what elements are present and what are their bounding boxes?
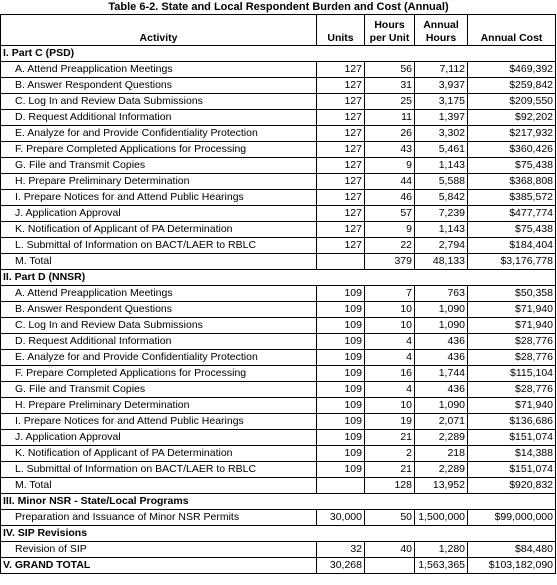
activity-cell: F. Prepare Completed Applications for Processing	[1, 366, 317, 382]
hours-per-unit-cell: 22	[365, 238, 415, 254]
annual-hours-cell: 5,842	[415, 190, 468, 206]
table-row	[1, 222, 556, 238]
annual-cost-cell: $151,074	[468, 430, 556, 446]
header-units: Units	[317, 15, 365, 46]
units-cell: 109	[317, 398, 365, 414]
annual-hours-cell: 2,289	[415, 462, 468, 478]
annual-cost-cell: $368,808	[468, 174, 556, 190]
table-row	[1, 318, 556, 334]
annual-cost-cell: $209,550	[468, 94, 556, 110]
annual-cost-cell: $469,392	[468, 62, 556, 78]
table-row	[1, 78, 556, 94]
table-body	[1, 46, 556, 574]
annual-hours-cell: 1,397	[415, 110, 468, 126]
units-cell: 109	[317, 430, 365, 446]
annual-cost-cell: $477,774	[468, 206, 556, 222]
table-row	[1, 462, 556, 478]
annual-cost-cell: $75,438	[468, 158, 556, 174]
hours-per-unit-cell: 31	[365, 78, 415, 94]
annual-cost-cell: $184,404	[468, 238, 556, 254]
section-header-row	[1, 526, 556, 542]
units-cell: 127	[317, 126, 365, 142]
activity-cell: G. File and Transmit Copies	[1, 382, 317, 398]
annual-cost-cell: $3,176,778	[468, 254, 556, 270]
table-row	[1, 446, 556, 462]
activity-cell: I. Prepare Notices for and Attend Public Hearings	[1, 190, 317, 206]
activity-cell: A. Attend Preapplication Meetings	[1, 286, 317, 302]
annual-cost-cell: $385,572	[468, 190, 556, 206]
units-cell: 109	[317, 382, 365, 398]
hours-per-unit-cell: 25	[365, 94, 415, 110]
units-cell: 30,268	[317, 558, 365, 574]
annual-hours-cell: 5,588	[415, 174, 468, 190]
annual-hours-cell: 5,461	[415, 142, 468, 158]
section-title: I. Part C (PSD)	[1, 46, 556, 62]
units-cell: 109	[317, 286, 365, 302]
annual-hours-cell: 218	[415, 446, 468, 462]
annual-hours-cell: 1,744	[415, 366, 468, 382]
units-cell: 32	[317, 542, 365, 558]
annual-cost-cell: $50,358	[468, 286, 556, 302]
annual-cost-cell: $360,426	[468, 142, 556, 158]
annual-hours-cell: 3,175	[415, 94, 468, 110]
annual-hours-cell: 436	[415, 382, 468, 398]
hours-per-unit-cell: 4	[365, 350, 415, 366]
annual-hours-cell: 3,937	[415, 78, 468, 94]
annual-hours-cell: 763	[415, 286, 468, 302]
annual-hours-cell: 1,090	[415, 302, 468, 318]
annual-hours-cell: 1,090	[415, 318, 468, 334]
annual-cost-cell: $151,074	[468, 462, 556, 478]
hours-per-unit-cell: 19	[365, 414, 415, 430]
units-cell: 127	[317, 94, 365, 110]
units-cell: 109	[317, 446, 365, 462]
activity-cell: Preparation and Issuance of Minor NSR Permits	[1, 510, 317, 526]
activity-cell: F. Prepare Completed Applications for Processing	[1, 142, 317, 158]
activity-cell: K. Notification of Applicant of PA Determination	[1, 446, 317, 462]
hours-per-unit-cell: 10	[365, 398, 415, 414]
section-header-row	[1, 46, 556, 62]
header-row	[1, 15, 556, 46]
units-cell	[317, 478, 365, 494]
hours-per-unit-cell: 379	[365, 254, 415, 270]
hours-per-unit-cell: 21	[365, 430, 415, 446]
annual-hours-cell: 436	[415, 350, 468, 366]
grand-total-label: V. GRAND TOTAL	[1, 558, 317, 574]
activity-cell: D. Request Additional Information	[1, 334, 317, 350]
units-cell: 30,000	[317, 510, 365, 526]
units-cell: 127	[317, 142, 365, 158]
activity-cell: L. Submittal of Information on BACT/LAER to RBLC	[1, 238, 317, 254]
section-title: IV. SIP Revisions	[1, 526, 556, 542]
units-cell	[317, 254, 365, 270]
annual-cost-cell: $71,940	[468, 398, 556, 414]
annual-hours-cell: 3,302	[415, 126, 468, 142]
units-cell: 109	[317, 414, 365, 430]
table-row	[1, 62, 556, 78]
table-row	[1, 430, 556, 446]
table-row	[1, 542, 556, 558]
total-row	[1, 478, 556, 494]
burden-cost-table	[0, 14, 556, 574]
hours-per-unit-cell: 16	[365, 366, 415, 382]
annual-hours-cell: 1,280	[415, 542, 468, 558]
hours-per-unit-cell: 56	[365, 62, 415, 78]
annual-cost-cell: $71,940	[468, 318, 556, 334]
hours-per-unit-cell: 11	[365, 110, 415, 126]
hours-per-unit-cell: 21	[365, 462, 415, 478]
units-cell: 127	[317, 62, 365, 78]
activity-cell: L. Submittal of Information on BACT/LAER to RBLC	[1, 462, 317, 478]
annual-hours-cell: 2,794	[415, 238, 468, 254]
annual-cost-cell: $14,388	[468, 446, 556, 462]
units-cell: 127	[317, 110, 365, 126]
activity-cell: E. Analyze for and Provide Confidentiality Protection	[1, 350, 317, 366]
annual-cost-cell: $92,202	[468, 110, 556, 126]
annual-hours-cell: 48,133	[415, 254, 468, 270]
annual-cost-cell: $99,000,000	[468, 510, 556, 526]
annual-hours-cell: 1,500,000	[415, 510, 468, 526]
units-cell: 109	[317, 350, 365, 366]
activity-cell: J. Application Approval	[1, 206, 317, 222]
annual-cost-cell: $28,776	[468, 334, 556, 350]
annual-hours-cell: 7,239	[415, 206, 468, 222]
table-row	[1, 190, 556, 206]
units-cell: 109	[317, 302, 365, 318]
annual-cost-cell: $103,182,090	[468, 558, 556, 574]
table-row	[1, 334, 556, 350]
units-cell: 127	[317, 222, 365, 238]
section-title: II. Part D (NNSR)	[1, 270, 556, 286]
header-activity: Activity	[1, 15, 317, 46]
annual-cost-cell: $28,776	[468, 382, 556, 398]
hours-per-unit-cell: 57	[365, 206, 415, 222]
grand-total-row	[1, 558, 556, 574]
units-cell: 109	[317, 462, 365, 478]
units-cell: 127	[317, 158, 365, 174]
units-cell: 127	[317, 174, 365, 190]
table-row	[1, 158, 556, 174]
hours-per-unit-cell	[365, 558, 415, 574]
hours-per-unit-cell: 9	[365, 158, 415, 174]
table-row	[1, 366, 556, 382]
annual-cost-cell: $28,776	[468, 350, 556, 366]
table-row	[1, 302, 556, 318]
header-annual-hours: Annual Hours	[415, 15, 468, 46]
table-row	[1, 126, 556, 142]
activity-cell: B. Answer Respondent Questions	[1, 78, 317, 94]
hours-per-unit-cell: 128	[365, 478, 415, 494]
table-row	[1, 110, 556, 126]
activity-cell: G. File and Transmit Copies	[1, 158, 317, 174]
annual-hours-cell: 2,071	[415, 414, 468, 430]
units-cell: 127	[317, 238, 365, 254]
hours-per-unit-cell: 43	[365, 142, 415, 158]
section-header-row	[1, 270, 556, 286]
annual-cost-cell: $217,932	[468, 126, 556, 142]
table-row	[1, 174, 556, 190]
units-cell: 109	[317, 366, 365, 382]
hours-per-unit-cell: 4	[365, 382, 415, 398]
annual-hours-cell: 7,112	[415, 62, 468, 78]
hours-per-unit-cell: 44	[365, 174, 415, 190]
activity-cell: C. Log In and Review Data Submissions	[1, 94, 317, 110]
table-row	[1, 350, 556, 366]
hours-per-unit-cell: 50	[365, 510, 415, 526]
activity-cell: A. Attend Preapplication Meetings	[1, 62, 317, 78]
table-row	[1, 142, 556, 158]
annual-hours-cell: 1,563,365	[415, 558, 468, 574]
total-row	[1, 254, 556, 270]
activity-cell: M. Total	[1, 254, 317, 270]
annual-hours-cell: 1,090	[415, 398, 468, 414]
units-cell: 127	[317, 78, 365, 94]
header-annual-cost: Annual Cost	[468, 15, 556, 46]
units-cell: 109	[317, 334, 365, 350]
section-title: III. Minor NSR - State/Local Programs	[1, 494, 556, 510]
hours-per-unit-cell: 40	[365, 542, 415, 558]
activity-cell: B. Answer Respondent Questions	[1, 302, 317, 318]
table-row	[1, 286, 556, 302]
units-cell: 127	[317, 190, 365, 206]
activity-cell: Revision of SIP	[1, 542, 317, 558]
section-header-row	[1, 494, 556, 510]
activity-cell: C. Log In and Review Data Submissions	[1, 318, 317, 334]
annual-hours-cell: 436	[415, 334, 468, 350]
activity-cell: D. Request Additional Information	[1, 110, 317, 126]
table-row	[1, 238, 556, 254]
annual-hours-cell: 13,952	[415, 478, 468, 494]
annual-hours-cell: 1,143	[415, 222, 468, 238]
annual-cost-cell: $75,438	[468, 222, 556, 238]
hours-per-unit-cell: 10	[365, 302, 415, 318]
activity-cell: H. Prepare Preliminary Determination	[1, 174, 317, 190]
annual-cost-cell: $136,686	[468, 414, 556, 430]
table-row	[1, 94, 556, 110]
units-cell: 127	[317, 206, 365, 222]
hours-per-unit-cell: 9	[365, 222, 415, 238]
table-row	[1, 510, 556, 526]
table-row	[1, 398, 556, 414]
activity-cell: K. Notification of Applicant of PA Determination	[1, 222, 317, 238]
annual-cost-cell: $115,104	[468, 366, 556, 382]
annual-hours-cell: 2,289	[415, 430, 468, 446]
header-hours-per-unit: Hours per Unit	[365, 15, 415, 46]
hours-per-unit-cell: 26	[365, 126, 415, 142]
hours-per-unit-cell: 4	[365, 334, 415, 350]
table-row	[1, 382, 556, 398]
activity-cell: H. Prepare Preliminary Determination	[1, 398, 317, 414]
table-row	[1, 414, 556, 430]
activity-cell: J. Application Approval	[1, 430, 317, 446]
table-title: Table 6-2. State and Local Respondent Burden and Cost (Annual)	[108, 1, 449, 13]
annual-cost-cell: $259,842	[468, 78, 556, 94]
units-cell: 109	[317, 318, 365, 334]
hours-per-unit-cell: 10	[365, 318, 415, 334]
hours-per-unit-cell: 46	[365, 190, 415, 206]
annual-hours-cell: 1,143	[415, 158, 468, 174]
activity-cell: E. Analyze for and Provide Confidentiality Protection	[1, 126, 317, 142]
activity-cell: I. Prepare Notices for and Attend Public Hearings	[1, 414, 317, 430]
annual-cost-cell: $84,480	[468, 542, 556, 558]
hours-per-unit-cell: 2	[365, 446, 415, 462]
annual-cost-cell: $71,940	[468, 302, 556, 318]
hours-per-unit-cell: 7	[365, 286, 415, 302]
table-row	[1, 206, 556, 222]
activity-cell: M. Total	[1, 478, 317, 494]
annual-cost-cell: $920,832	[468, 478, 556, 494]
